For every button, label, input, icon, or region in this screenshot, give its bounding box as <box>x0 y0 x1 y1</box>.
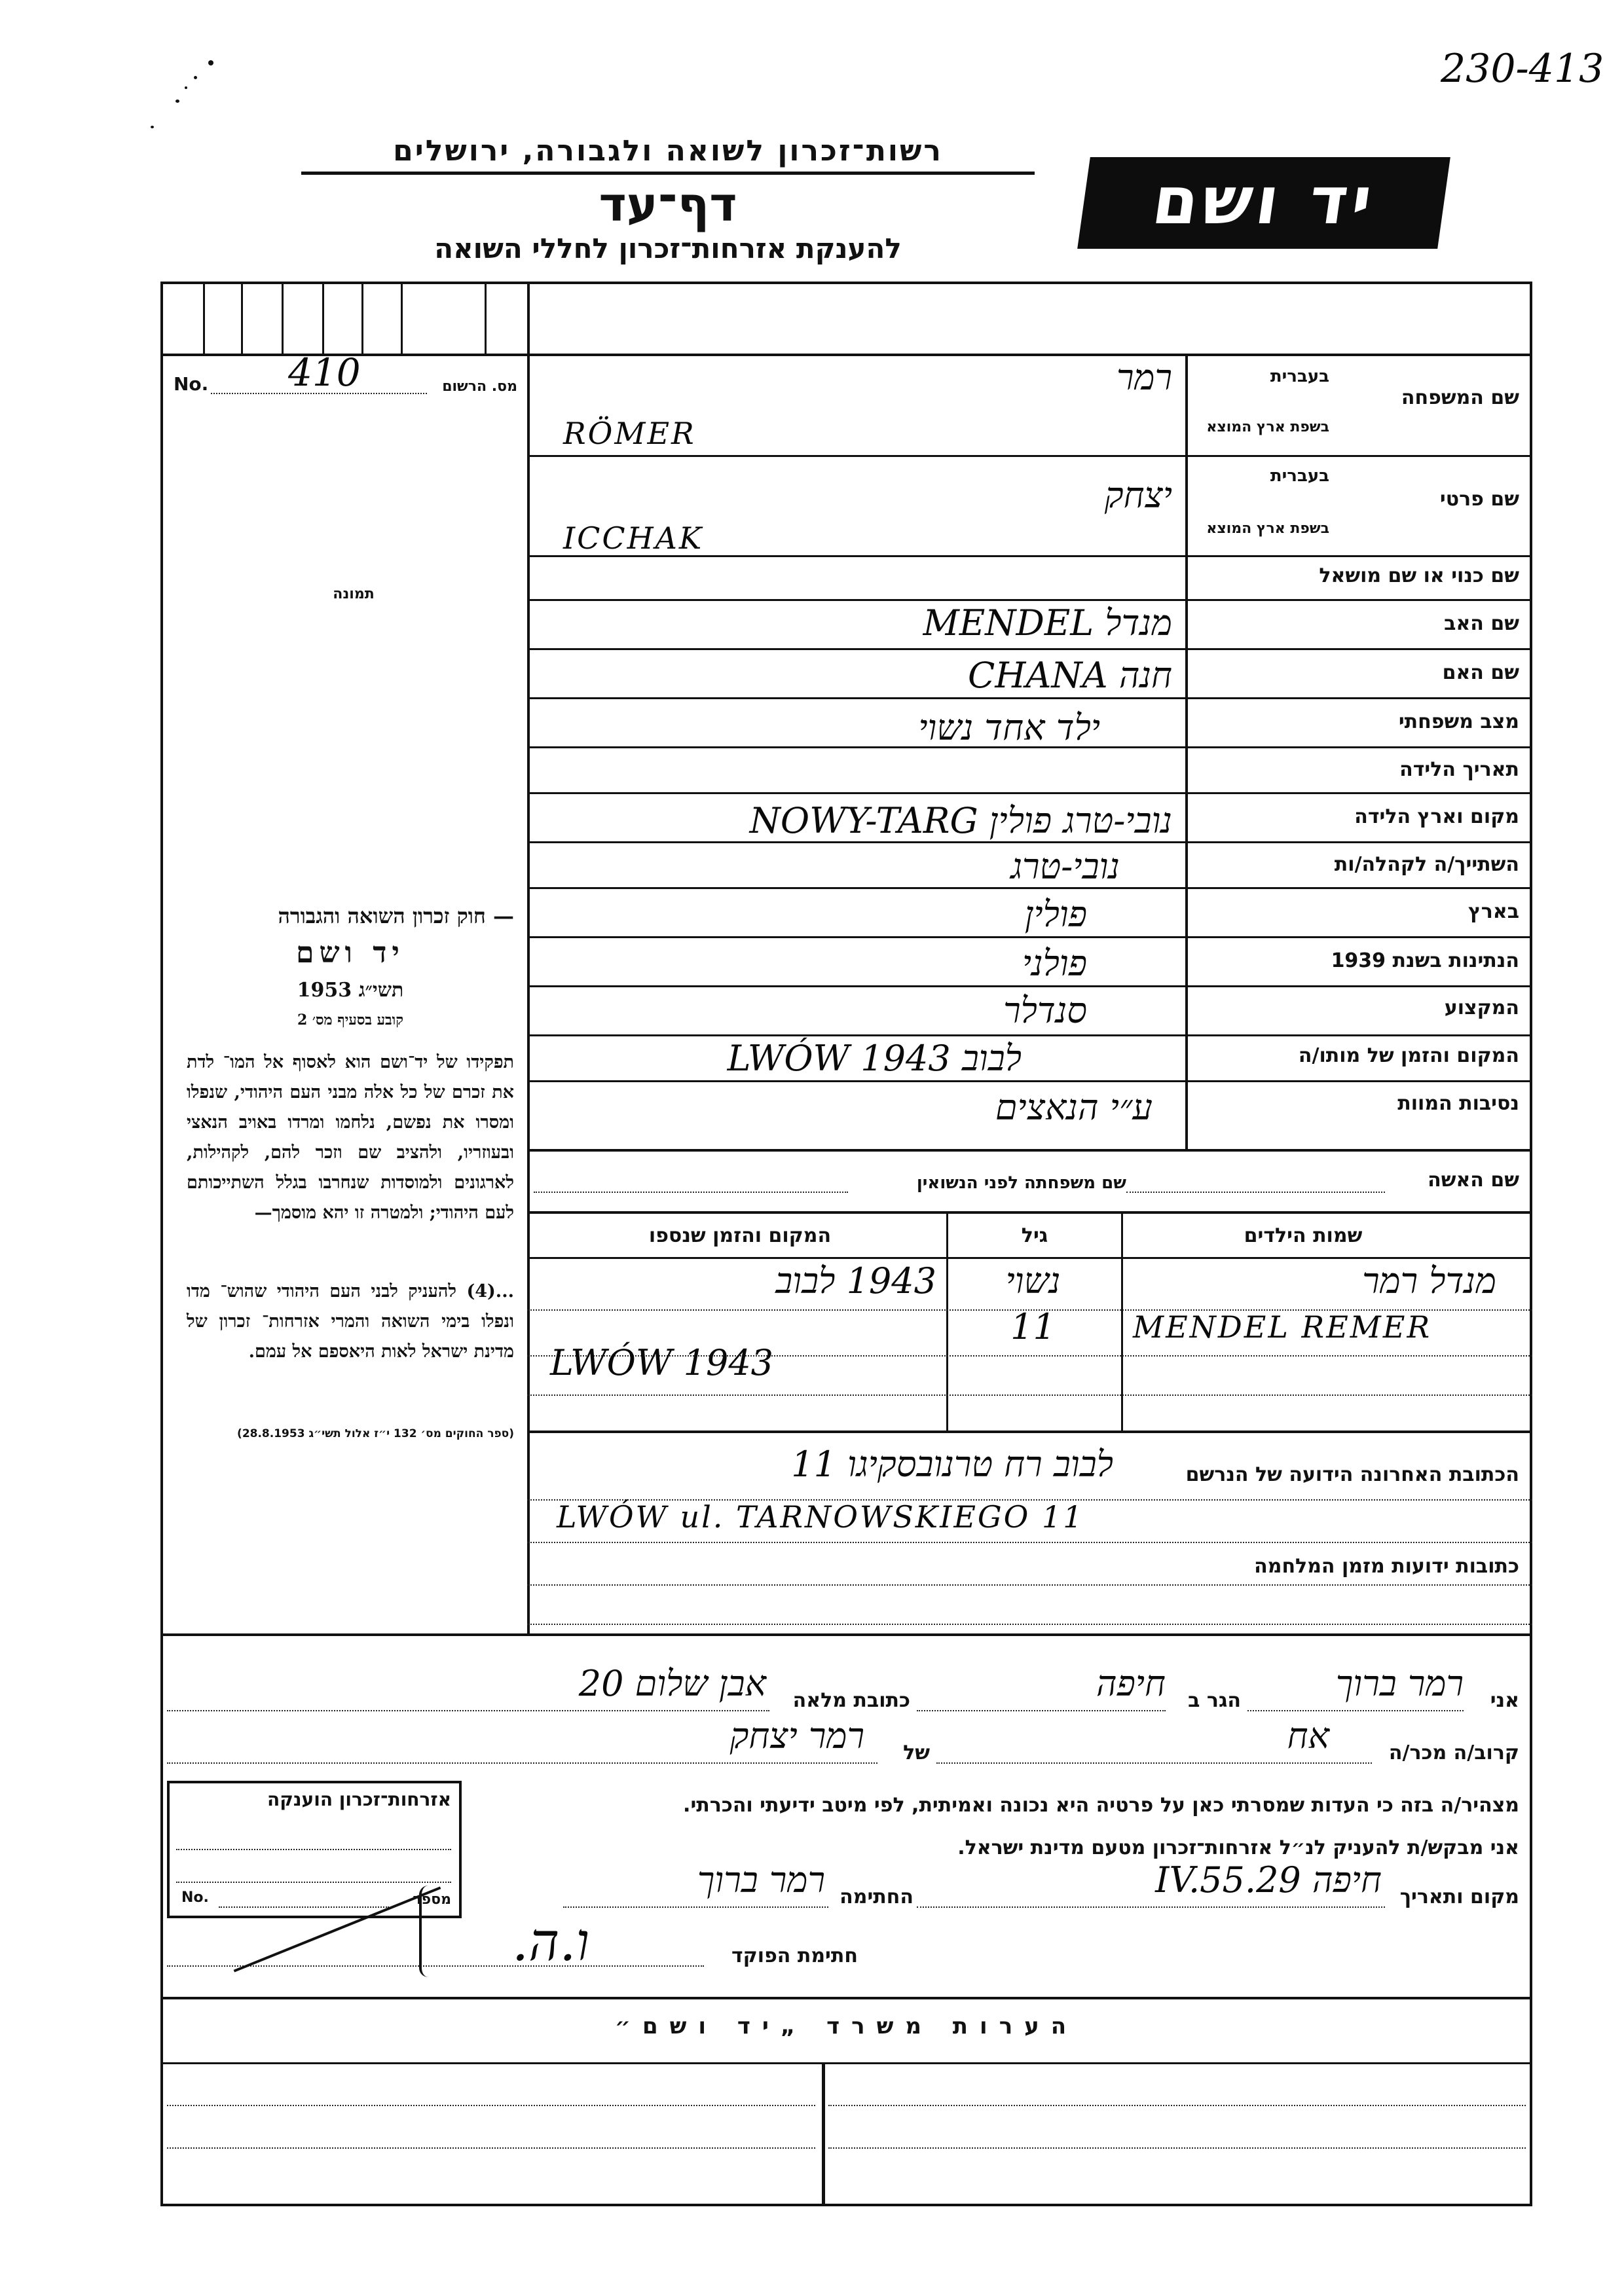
profession-label: המקצוע <box>1444 996 1519 1019</box>
authority-underline <box>301 172 1035 175</box>
archive-number: 230-413 <box>1441 46 1604 92</box>
law-clause-4: ...(4) להעניק לבני העם היהודי שהוש־ מדו ונפלו בימי השואה והמרי אזרחות־ זכרון של מדינת ישראל לאות היאספם אל עמם. <box>187 1281 514 1362</box>
first-name-hebrew-label: בעברית <box>1270 466 1329 486</box>
marital-status-label: מצב משפחתי <box>1398 710 1519 733</box>
first-name-native-value: ICCHAK <box>563 520 704 556</box>
wife-maiden-label: שם משפחתה לפני הנשואין <box>916 1173 1126 1193</box>
declarant-relation: אח <box>1287 1715 1329 1757</box>
citizenship-1939-label: הנתינות בשנת 1939 <box>1331 949 1519 972</box>
logo-text: יד ושם <box>1147 162 1381 239</box>
place-date-dotted-line <box>917 1906 1385 1908</box>
officer-signature: ו.ה. <box>511 1912 589 1973</box>
row-line <box>527 985 1532 987</box>
declarant-lives-in-label: הגר ב <box>1188 1689 1241 1712</box>
wartime-addresses-label: כתובות ידועות מזמן המלחמה <box>1254 1555 1519 1578</box>
declarant-signature: רמר ברוך <box>697 1859 825 1901</box>
address-dotted-line <box>527 1584 1532 1586</box>
child-age: נשוי <box>1005 1260 1061 1302</box>
child-name: MENDEL REMER <box>1133 1309 1432 1345</box>
declarant-city: חיפה <box>1096 1663 1166 1704</box>
office-notes-title: הערות משרד „יד ושם״ <box>614 2013 1079 2039</box>
handwritten-underline <box>563 555 720 556</box>
section-line <box>160 1633 1532 1636</box>
law-name: יד ושם <box>296 936 405 970</box>
law-clause: קובע בסעיף מס׳ 2 <box>297 1011 404 1029</box>
death-circumstances-label: נסיבות המוות <box>1397 1092 1519 1115</box>
scan-speck <box>208 60 213 65</box>
scan-speck <box>151 126 154 128</box>
nickname-label: שם כנוי או שם מושאל <box>1319 564 1519 587</box>
law-title: — חוק זכרון השואה והגבורה <box>278 903 514 928</box>
family-name-native-label: בשפת ארץ המוצא <box>1206 419 1329 435</box>
yad-vashem-logo <box>1077 157 1450 249</box>
notes-dotted-line <box>828 2147 1526 2149</box>
notes-dotted-line <box>167 2147 815 2149</box>
row-line <box>527 648 1532 650</box>
death-place-label: המקום והזמן של מותו/ה <box>1298 1044 1519 1067</box>
section-line <box>527 1211 1532 1214</box>
declarant-full-address-label: כתובת מלאה <box>792 1689 910 1712</box>
declarant-dotted-line <box>167 1762 877 1764</box>
notes-dotted-line <box>828 2105 1526 2106</box>
children-names-header: שמות הילדים <box>1244 1224 1363 1247</box>
section-line <box>160 2062 1532 2064</box>
child-place-time: 1943 לבוב <box>775 1260 936 1302</box>
box-divider <box>282 282 284 354</box>
citizenship-box-title: אזרחות־זכרון הוענקה <box>267 1789 451 1810</box>
first-name-hebrew-value: יצחק <box>1104 475 1172 516</box>
country-label: בארץ <box>1467 900 1519 923</box>
scan-speck <box>175 100 179 103</box>
family-name-hebrew-value: רמר <box>1116 357 1172 398</box>
declarant-dotted-line <box>1247 1710 1464 1711</box>
scan-speck <box>194 76 197 79</box>
child-age: 11 <box>1010 1306 1056 1347</box>
label-column-divider <box>1185 354 1188 1149</box>
row-line <box>527 1034 1532 1036</box>
box-divider <box>361 282 363 354</box>
table-header-line <box>527 1257 1532 1259</box>
child-place-time: LWÓW 1943 <box>550 1342 774 1383</box>
citizenship-box-dotted-line <box>176 1849 451 1850</box>
law-body: תפקידו של יד־ושם הוא לאסוף אל המו־ לדת את זכרם של כל אלה מבני העם היהודי, שנפלו ומסרו את נפשם, נלחמו ומרדו באויב הנאצי ובעוזריו, ולהציב שם וזכר להם, לקהילות, לארגונים ולמוסדות שנחרבו בגלל השתייכותם לעם היהודי; ולמטרה זו יהא מוסמך— <box>187 1052 514 1223</box>
father-label: שם האב <box>1444 612 1519 635</box>
first-name-label: שם פרטי <box>1439 488 1519 511</box>
box-divider <box>203 282 205 354</box>
form-title: דף־עד <box>599 177 737 232</box>
row-line <box>527 887 1532 889</box>
form-subtitle: להענקת אזרחות־זכרון לחללי השואה <box>434 232 902 264</box>
law-footnote: (ספר החוקים מס׳ 132 י״ז אלול תשי״ג 28.8.1953) <box>237 1427 514 1440</box>
declarant-dotted-line <box>917 1710 1166 1711</box>
registration-number: 410 <box>288 350 361 395</box>
citizenship-box-no-label: No. <box>181 1889 209 1906</box>
row-line <box>527 599 1532 601</box>
table-col-divider <box>946 1211 948 1430</box>
birth-place-value: NOWY-TARG נובי-טרג פולין <box>749 800 1172 841</box>
office-notes-divider <box>822 2062 825 2206</box>
authority-name: רשות־זכרון לשואה ולגבורה, ירושלים <box>393 134 943 168</box>
registration-heb-label: מס. הרשום <box>442 378 517 395</box>
citizenship-granted-box <box>167 1781 462 1918</box>
declarant-name: רמר ברוך <box>1335 1663 1464 1704</box>
row-line <box>527 841 1532 843</box>
table-row-line <box>527 1394 1532 1396</box>
declarant-dotted-line <box>167 1710 769 1711</box>
officer-signature-label: חתימת הפוקד <box>731 1944 858 1967</box>
declarant-request: אני מבקש/ת להעניק לנ״ל אזרחות־זכרון מטעם מדינת ישראל. <box>957 1836 1519 1859</box>
wife-maiden-dotted-line <box>534 1192 848 1193</box>
death-place-value: LWÓW 1943 לבוב <box>727 1038 1022 1079</box>
row-line <box>527 936 1532 938</box>
signature-dotted-line <box>563 1906 828 1908</box>
address-dotted-line <box>527 1624 1532 1625</box>
first-name-native-label: בשפת ארץ המוצא <box>1206 520 1329 537</box>
declarant-dotted-line <box>936 1762 1372 1764</box>
community-value: נובי-טרג <box>1010 846 1120 887</box>
death-circumstances-value: ע״י הנאצים <box>995 1087 1153 1128</box>
signature-label: החתימה <box>840 1886 913 1908</box>
row-line <box>527 697 1532 699</box>
box-divider <box>241 282 243 354</box>
top-row-line <box>160 354 1532 356</box>
children-place-header: המקום והזמן שנספו <box>648 1224 832 1247</box>
wife-label: שם האשה <box>1428 1169 1519 1192</box>
mother-label: שם האם <box>1442 661 1519 684</box>
citizenship-1939-value: פולני <box>1022 943 1087 984</box>
profession-value: סנדלר <box>1003 990 1087 1031</box>
country-value: פולין <box>1024 894 1087 935</box>
child-name: מנדל רמר <box>1362 1260 1496 1302</box>
citizenship-box-heb-no: מספר <box>413 1891 451 1908</box>
children-age-header: גיל <box>1021 1224 1048 1247</box>
box-divider <box>322 282 324 354</box>
declarant-statement: מצהיר/ה בזה כי העדות שמסרתי כאן על פרטיה היא נכונה ואמיתית, לפי מיטב ידיעתי והכרתי. <box>683 1794 1519 1817</box>
photo-label: תמונה <box>333 586 375 602</box>
section-line <box>160 1997 1532 1999</box>
declarant-address: אבן שלום 20 <box>578 1663 766 1704</box>
birth-date-label: תאריך הלידה <box>1399 758 1519 781</box>
address-dotted-line <box>527 1542 1532 1543</box>
last-address-hebrew-value: לבוב רח טרנובסקיגו 11 <box>791 1444 1113 1485</box>
section-line <box>527 1149 1532 1152</box>
place-date-value: חיפה 29.IV.55 <box>1155 1859 1382 1901</box>
mother-value: CHANA חנה <box>968 655 1172 696</box>
last-address-label: הכתובת האחרונה הידועה של הנרשם <box>1185 1463 1519 1486</box>
section-line <box>527 1430 1532 1433</box>
declarant-i-label: אני <box>1490 1689 1519 1712</box>
citizenship-box-dotted-line <box>176 1882 451 1883</box>
handwritten-underline <box>563 455 707 456</box>
declarant-of-name: רמר יצחק <box>729 1715 864 1757</box>
family-name-hebrew-label: בעברית <box>1270 367 1329 386</box>
marital-status-value: ילד אחד נשוי <box>918 707 1100 748</box>
father-value: MENDEL מנדל <box>923 602 1172 644</box>
row-line <box>527 1080 1532 1082</box>
citizenship-box-dotted-line <box>219 1906 389 1908</box>
place-date-label: מקום ותאריך <box>1399 1886 1519 1908</box>
scan-speck <box>185 86 187 89</box>
last-address-native-value: LWÓW ul. TARNOWSKIEGO 11 <box>557 1499 1084 1535</box>
family-name-native-value: RÖMER <box>563 416 696 451</box>
notes-dotted-line <box>167 2105 815 2106</box>
community-label: השתייך/ה לקהלה/ות <box>1334 853 1519 876</box>
birth-place-label: מקום וארץ הלידה <box>1354 805 1519 828</box>
declarant-of-label: של <box>903 1741 930 1764</box>
row-line <box>527 792 1532 794</box>
family-name-label: שם המשפחה <box>1401 386 1519 409</box>
law-year: תשי״ג 1953 <box>297 979 404 1002</box>
declarant-relation-label: קרוב/ה מכר/ה <box>1388 1741 1519 1764</box>
box-divider <box>485 282 487 354</box>
wife-dotted-line <box>1126 1192 1385 1193</box>
registration-no-label: No. <box>174 373 209 395</box>
box-divider <box>401 282 403 354</box>
table-col-divider <box>1121 1211 1123 1430</box>
